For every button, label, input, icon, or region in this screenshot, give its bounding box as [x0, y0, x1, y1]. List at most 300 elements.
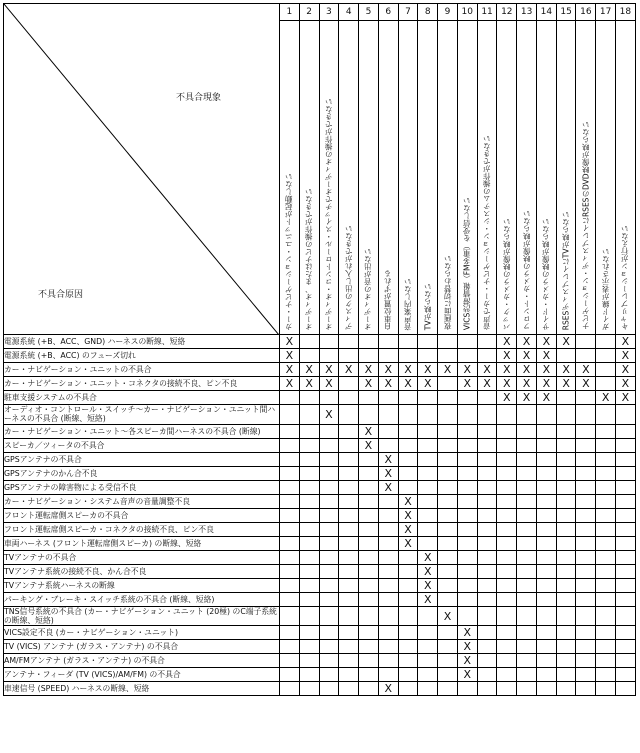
matrix-cell-10 — [457, 654, 477, 668]
cause-label: 電源系統 (+B、ACC) のフューズ切れ — [4, 349, 280, 363]
matrix-cell-1 — [280, 550, 300, 564]
matrix-cell-15 — [556, 654, 576, 668]
matrix-cell-13 — [517, 452, 537, 466]
cause-row — [4, 550, 636, 564]
matrix-cell-9 — [438, 522, 458, 536]
check-mark: X — [503, 377, 511, 390]
matrix-cell-10 — [457, 522, 477, 536]
matrix-cell-8 — [418, 466, 438, 480]
matrix-cell-13 — [517, 550, 537, 564]
matrix-cell-5 — [359, 654, 379, 668]
matrix-cell-5 — [359, 466, 379, 480]
matrix-cell-18 — [616, 640, 636, 654]
symptom-label: オーディオの音が出ない — [363, 247, 373, 330]
matrix-cell-14 — [536, 640, 556, 654]
matrix-cell-8 — [418, 438, 438, 452]
matrix-cell-1 — [280, 391, 300, 405]
check-mark: X — [522, 349, 531, 362]
cause-label: TNS信号系統の不具合 (カー・ナビゲーション・ユニット (20極) のC端子系統の断線、短絡) — [4, 606, 280, 626]
matrix-cell-4 — [339, 438, 359, 452]
check-mark: X — [483, 363, 491, 376]
matrix-cell-4 — [339, 606, 359, 626]
matrix-cell-7 — [398, 654, 418, 668]
matrix-cell-14 — [536, 494, 556, 508]
matrix-cell-10 — [457, 377, 477, 391]
matrix-cell-14 — [536, 522, 556, 536]
matrix-cell-6 — [378, 668, 398, 682]
matrix-cell-8 — [418, 522, 438, 536]
check-mark: X — [404, 508, 412, 522]
symptom-column-5 — [359, 21, 379, 335]
matrix-cell-4 — [339, 668, 359, 682]
matrix-cell-3 — [319, 606, 339, 626]
matrix-cell-18 — [616, 480, 636, 494]
symptom-column-12 — [497, 21, 517, 335]
matrix-cell-15 — [556, 626, 576, 640]
matrix-cell-15 — [556, 452, 576, 466]
symptom-label: オーディオ、またはナビの操作ができない — [304, 187, 314, 330]
check-mark: X — [621, 349, 630, 362]
matrix-cell-10 — [457, 452, 477, 466]
matrix-cell-3 — [319, 391, 339, 405]
matrix-cell-6 — [378, 550, 398, 564]
matrix-cell-17 — [596, 349, 616, 363]
cause-row — [4, 640, 636, 654]
matrix-cell-10 — [457, 536, 477, 550]
matrix-cell-1 — [280, 494, 300, 508]
matrix-cell-10 — [457, 349, 477, 363]
matrix-cell-9 — [438, 606, 458, 626]
matrix-cell-1 — [280, 522, 300, 536]
matrix-cell-16 — [576, 438, 596, 452]
matrix-cell-13 — [517, 522, 537, 536]
matrix-cell-9 — [438, 550, 458, 564]
check-mark: X — [325, 407, 333, 421]
matrix-cell-7 — [398, 494, 418, 508]
matrix-cell-8 — [418, 682, 438, 696]
column-number-18: 18 — [616, 4, 636, 21]
matrix-cell-13 — [517, 466, 537, 480]
matrix-cell-9 — [438, 626, 458, 640]
matrix-cell-11 — [477, 452, 497, 466]
matrix-cell-11 — [477, 494, 497, 508]
matrix-cell-5 — [359, 452, 379, 466]
matrix-cell-9 — [438, 335, 458, 349]
check-mark: X — [285, 377, 294, 390]
matrix-cell-14 — [536, 424, 556, 438]
matrix-cell-4 — [339, 592, 359, 606]
matrix-cell-13 — [517, 606, 537, 626]
matrix-cell-6 — [378, 564, 398, 578]
matrix-cell-3 — [319, 550, 339, 564]
matrix-cell-3 — [319, 349, 339, 363]
matrix-cell-17 — [596, 668, 616, 682]
symptom-column-11 — [477, 21, 497, 335]
matrix-cell-15 — [556, 606, 576, 626]
matrix-cell-9 — [438, 654, 458, 668]
matrix-cell-5 — [359, 640, 379, 654]
symptom-column-7 — [398, 21, 418, 335]
matrix-cell-13 — [517, 654, 537, 668]
matrix-cell-18 — [616, 682, 636, 696]
matrix-cell-5 — [359, 626, 379, 640]
matrix-cell-17 — [596, 550, 616, 564]
matrix-cell-15 — [556, 424, 576, 438]
column-number-13: 13 — [517, 4, 537, 21]
matrix-cell-10 — [457, 405, 477, 425]
matrix-cell-8 — [418, 494, 438, 508]
matrix-cell-2 — [299, 626, 319, 640]
matrix-cell-2 — [299, 578, 319, 592]
matrix-cell-9 — [438, 640, 458, 654]
matrix-cell-13 — [517, 494, 537, 508]
matrix-cell-10 — [457, 391, 477, 405]
check-mark: X — [404, 536, 412, 550]
matrix-cell-17 — [596, 452, 616, 466]
matrix-cell-13 — [517, 564, 537, 578]
matrix-cell-8 — [418, 592, 438, 606]
check-mark: X — [463, 377, 472, 390]
check-mark: X — [562, 363, 570, 376]
matrix-cell-2 — [299, 654, 319, 668]
matrix-cell-18 — [616, 508, 636, 522]
matrix-cell-12 — [497, 640, 517, 654]
matrix-cell-13 — [517, 682, 537, 696]
matrix-cell-15 — [556, 405, 576, 425]
matrix-cell-8 — [418, 424, 438, 438]
matrix-cell-3 — [319, 405, 339, 425]
matrix-cell-1 — [280, 564, 300, 578]
check-mark: X — [463, 626, 472, 640]
symptom-label: オーディオ・コントロール・スイッチでオーディオの操作ができない — [324, 97, 334, 330]
matrix-cell-6 — [378, 466, 398, 480]
cause-row — [4, 564, 636, 578]
check-mark: X — [423, 578, 432, 592]
column-number-9: 9 — [438, 4, 458, 21]
cause-row — [4, 480, 636, 494]
matrix-cell-5 — [359, 592, 379, 606]
matrix-cell-8 — [418, 480, 438, 494]
matrix-cell-17 — [596, 438, 616, 452]
matrix-cell-3 — [319, 682, 339, 696]
cause-label: TV (VICS) アンテナ (ガラス・アンテナ) の不具合 — [4, 640, 280, 654]
matrix-cell-7 — [398, 438, 418, 452]
check-mark: X — [522, 363, 531, 376]
symptom-label: 音声でカー・ナビゲーション・システムの操作ができない — [482, 135, 492, 330]
cause-label: オーディオ・コントロール・スイッチ～カー・ナビゲーション・ユニット間ハーネスの不具合 (断線、短絡) — [4, 405, 280, 425]
matrix-cell-14 — [536, 508, 556, 522]
matrix-cell-1 — [280, 578, 300, 592]
cause-label: パーキング・ブレーキ・スイッチ系統の不具合 (断線、短絡) — [4, 592, 280, 606]
matrix-cell-9 — [438, 452, 458, 466]
matrix-cell-1 — [280, 363, 300, 377]
check-mark: X — [384, 480, 392, 494]
matrix-cell-12 — [497, 391, 517, 405]
column-number-8: 8 — [418, 4, 438, 21]
matrix-cell-5 — [359, 550, 379, 564]
matrix-cell-9 — [438, 578, 458, 592]
matrix-cell-9 — [438, 377, 458, 391]
check-mark: X — [582, 363, 590, 376]
matrix-cell-18 — [616, 363, 636, 377]
matrix-cell-10 — [457, 494, 477, 508]
matrix-cell-13 — [517, 424, 537, 438]
matrix-cell-11 — [477, 536, 497, 550]
matrix-cell-11 — [477, 335, 497, 349]
matrix-cell-6 — [378, 640, 398, 654]
matrix-cell-2 — [299, 592, 319, 606]
matrix-cell-12 — [497, 668, 517, 682]
matrix-cell-3 — [319, 363, 339, 377]
matrix-cell-11 — [477, 438, 497, 452]
matrix-cell-11 — [477, 405, 497, 425]
matrix-cell-1 — [280, 640, 300, 654]
matrix-cell-1 — [280, 335, 300, 349]
matrix-cell-8 — [418, 668, 438, 682]
check-mark: X — [384, 377, 392, 390]
matrix-cell-15 — [556, 363, 576, 377]
matrix-cell-8 — [418, 349, 438, 363]
symptom-column-2 — [299, 21, 319, 335]
matrix-cell-16 — [576, 508, 596, 522]
check-mark: X — [621, 363, 630, 376]
cause-label: TVアンテナの不具合 — [4, 550, 280, 564]
check-mark: X — [404, 377, 412, 390]
cause-row — [4, 522, 636, 536]
check-mark: X — [503, 363, 511, 376]
matrix-cell-12 — [497, 438, 517, 452]
matrix-cell-4 — [339, 550, 359, 564]
matrix-cell-9 — [438, 536, 458, 550]
corner-diagonal-line — [4, 4, 279, 335]
matrix-cell-2 — [299, 452, 319, 466]
matrix-cell-10 — [457, 363, 477, 377]
matrix-cell-9 — [438, 494, 458, 508]
column-number-15: 15 — [556, 4, 576, 21]
matrix-cell-2 — [299, 335, 319, 349]
symptom-label: 音声案内しない — [403, 277, 413, 330]
matrix-cell-3 — [319, 480, 339, 494]
matrix-cell-10 — [457, 682, 477, 696]
check-mark: X — [562, 335, 570, 348]
column-number-17: 17 — [596, 4, 616, 21]
matrix-cell-1 — [280, 668, 300, 682]
matrix-cell-12 — [497, 522, 517, 536]
matrix-cell-18 — [616, 536, 636, 550]
matrix-cell-12 — [497, 466, 517, 480]
matrix-cell-13 — [517, 578, 537, 592]
matrix-cell-14 — [536, 349, 556, 363]
matrix-cell-11 — [477, 578, 497, 592]
cause-label: カー・ナビゲーション・システム音声の音量調整不良 — [4, 494, 280, 508]
matrix-cell-17 — [596, 592, 616, 606]
matrix-cell-14 — [536, 438, 556, 452]
matrix-cell-5 — [359, 606, 379, 626]
cause-row — [4, 363, 636, 377]
check-mark: X — [305, 363, 313, 376]
symptom-label: ガイド線が表示されない — [600, 247, 610, 330]
matrix-cell-18 — [616, 522, 636, 536]
matrix-cell-9 — [438, 508, 458, 522]
matrix-cell-4 — [339, 363, 359, 377]
check-mark: X — [601, 391, 610, 404]
matrix-cell-7 — [398, 640, 418, 654]
matrix-cell-18 — [616, 626, 636, 640]
matrix-cell-2 — [299, 682, 319, 696]
matrix-cell-8 — [418, 335, 438, 349]
matrix-cell-18 — [616, 405, 636, 425]
check-mark: X — [621, 391, 630, 404]
symptom-column-10 — [457, 21, 477, 335]
symptom-column-4 — [339, 21, 359, 335]
matrix-cell-12 — [497, 536, 517, 550]
cause-row — [4, 349, 636, 363]
matrix-cell-16 — [576, 592, 596, 606]
matrix-cell-7 — [398, 550, 418, 564]
matrix-cell-1 — [280, 682, 300, 696]
matrix-cell-1 — [280, 349, 300, 363]
check-mark: X — [364, 377, 373, 390]
matrix-cell-13 — [517, 405, 537, 425]
matrix-cell-13 — [517, 349, 537, 363]
symptom-heading: 不具合現象 — [175, 93, 221, 103]
matrix-cell-16 — [576, 466, 596, 480]
matrix-cell-15 — [556, 578, 576, 592]
matrix-cell-14 — [536, 480, 556, 494]
cause-label: フロント運転席側スピーカの不具合 — [4, 508, 280, 522]
matrix-cell-7 — [398, 592, 418, 606]
matrix-cell-16 — [576, 564, 596, 578]
matrix-cell-15 — [556, 536, 576, 550]
matrix-cell-5 — [359, 494, 379, 508]
cause-label: GPSアンテナのかん合不良 — [4, 466, 280, 480]
symptom-label: RSESディスプレイにTVが映らない — [561, 210, 571, 330]
cause-label: 駐車支援システムの不具合 — [4, 391, 280, 405]
matrix-cell-14 — [536, 550, 556, 564]
matrix-cell-11 — [477, 654, 497, 668]
matrix-cell-11 — [477, 466, 497, 480]
symptom-label: VICS渋滞情報（FM多重）を受信しない — [462, 196, 472, 330]
column-number-2: 2 — [299, 4, 319, 21]
matrix-cell-5 — [359, 522, 379, 536]
matrix-cell-10 — [457, 564, 477, 578]
matrix-cell-7 — [398, 452, 418, 466]
symptom-column-9 — [438, 21, 458, 335]
matrix-cell-11 — [477, 424, 497, 438]
matrix-cell-16 — [576, 424, 596, 438]
matrix-cell-18 — [616, 377, 636, 391]
check-mark: X — [285, 335, 294, 348]
cause-row — [4, 536, 636, 550]
matrix-cell-4 — [339, 494, 359, 508]
check-mark: X — [503, 349, 511, 362]
matrix-cell-18 — [616, 424, 636, 438]
matrix-cell-1 — [280, 452, 300, 466]
matrix-cell-13 — [517, 335, 537, 349]
symptom-label: ディスクの出し入れができない — [343, 225, 353, 330]
cause-label: TVアンテナ系統ハーネスの断線 — [4, 578, 280, 592]
matrix-cell-16 — [576, 640, 596, 654]
matrix-cell-7 — [398, 606, 418, 626]
matrix-cell-4 — [339, 335, 359, 349]
check-mark: X — [364, 363, 373, 376]
matrix-cell-6 — [378, 405, 398, 425]
matrix-cell-1 — [280, 606, 300, 626]
matrix-cell-6 — [378, 654, 398, 668]
symptom-column-1 — [280, 21, 300, 335]
matrix-cell-6 — [378, 508, 398, 522]
matrix-cell-2 — [299, 536, 319, 550]
matrix-cell-8 — [418, 564, 438, 578]
matrix-cell-13 — [517, 438, 537, 452]
matrix-cell-10 — [457, 606, 477, 626]
matrix-cell-1 — [280, 480, 300, 494]
matrix-cell-2 — [299, 606, 319, 626]
matrix-cell-5 — [359, 349, 379, 363]
matrix-cell-7 — [398, 377, 418, 391]
column-number-10: 10 — [457, 4, 477, 21]
matrix-cell-6 — [378, 424, 398, 438]
matrix-cell-7 — [398, 349, 418, 363]
matrix-cell-4 — [339, 640, 359, 654]
matrix-cell-7 — [398, 682, 418, 696]
matrix-cell-14 — [536, 606, 556, 626]
matrix-cell-11 — [477, 550, 497, 564]
matrix-cell-6 — [378, 522, 398, 536]
matrix-cell-5 — [359, 438, 379, 452]
matrix-cell-9 — [438, 438, 458, 452]
check-mark: X — [463, 654, 472, 668]
matrix-cell-11 — [477, 391, 497, 405]
cause-label: 車速信号 (SPEED) ハーネスの断線、短絡 — [4, 682, 280, 696]
symptom-column-15 — [556, 21, 576, 335]
matrix-cell-7 — [398, 508, 418, 522]
matrix-cell-18 — [616, 606, 636, 626]
matrix-cell-15 — [556, 349, 576, 363]
matrix-cell-10 — [457, 668, 477, 682]
matrix-cell-2 — [299, 668, 319, 682]
matrix-cell-16 — [576, 578, 596, 592]
matrix-cell-6 — [378, 480, 398, 494]
matrix-cell-6 — [378, 578, 398, 592]
matrix-cell-14 — [536, 405, 556, 425]
matrix-cell-3 — [319, 494, 339, 508]
matrix-cell-15 — [556, 550, 576, 564]
cause-label: AM/FMアンテナ (ガラス・アンテナ) の不具合 — [4, 654, 280, 668]
matrix-cell-7 — [398, 363, 418, 377]
matrix-cell-12 — [497, 508, 517, 522]
matrix-cell-12 — [497, 349, 517, 363]
cause-label: カー・ナビゲーション・ユニットの不具合 — [4, 363, 280, 377]
matrix-cell-9 — [438, 668, 458, 682]
column-number-row — [4, 4, 636, 21]
matrix-cell-8 — [418, 391, 438, 405]
matrix-cell-11 — [477, 363, 497, 377]
matrix-cell-9 — [438, 480, 458, 494]
matrix-cell-13 — [517, 480, 537, 494]
cause-label: 車両ハーネス (フロント運転席側スピーカ) の断線、短絡 — [4, 536, 280, 550]
header-corner — [4, 4, 280, 335]
check-mark: X — [621, 335, 630, 348]
matrix-cell-14 — [536, 682, 556, 696]
matrix-cell-14 — [536, 654, 556, 668]
matrix-cell-14 — [536, 335, 556, 349]
matrix-cell-12 — [497, 480, 517, 494]
matrix-cell-14 — [536, 578, 556, 592]
matrix-cell-15 — [556, 480, 576, 494]
symptom-label: TVが映らない — [422, 282, 432, 330]
matrix-cell-11 — [477, 640, 497, 654]
